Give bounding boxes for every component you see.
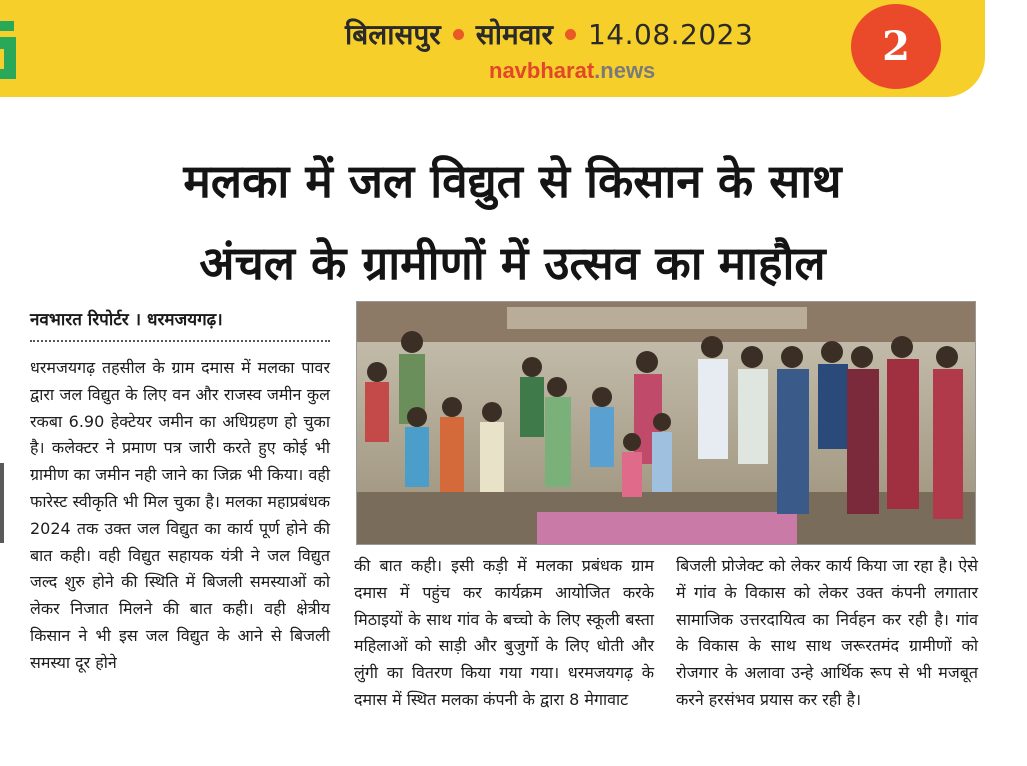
- byline-divider: [30, 340, 330, 342]
- article-column-2: [354, 553, 654, 714]
- headline-line-2: अंचल के ग्रामीणों में उत्सव का माहौल: [199, 236, 826, 290]
- newspaper-logo-icon: [0, 15, 18, 87]
- headline-line-1: मलका में जल विद्युत से किसान के साथ: [183, 154, 842, 208]
- separator-dot-icon: [453, 29, 464, 40]
- city-name: बिलासपुर: [345, 18, 441, 51]
- page-edge-strip: [0, 463, 4, 543]
- article-column-1: [30, 355, 330, 677]
- article-paragraph: बिजली प्रोजेक्ट को लेकर कार्य किया जा रहा है। ऐसे में गांव के विकास को लेकर उक्त कंपनी लगातार सामाजिक उत्तरदायित्व का निर्वहन कर रही है। गांव के विकास के साथ साथ जरूरतमंद ग्रामीणों को रोजगार के अलावा उन्हे आर्थिक रूप से भी मजबूत करने हरसंभव प्रयास कर रही है।: [676, 556, 978, 709]
- news-photo: [356, 301, 976, 545]
- byline: नवभारत रिपोर्टर । धरमजयगढ़।: [30, 310, 223, 330]
- website-suffix: .news: [594, 58, 656, 83]
- dateline: [345, 14, 753, 54]
- article-paragraph: की बात कही। इसी कड़ी में मलका प्रबंधक ग्राम दमास में पहुंच कर कार्यक्रम आयोजित करके मिठाइयों के साथ गांव के बच्चो के लिए स्कूली बस्ता महिलाओं को साड़ी और बुजुर्गो के लिए धोती और लुंगी का वितरण किया गया गया। धरमजयगढ़ के दमास में स्थित मलका कंपनी के द्वारा 8 मेगावाट: [354, 556, 654, 709]
- separator-dot-icon: [565, 29, 576, 40]
- issue-date: 14.08.2023: [587, 17, 754, 51]
- day-name: सोमवार: [475, 18, 553, 51]
- website-url[interactable]: [489, 58, 655, 84]
- headline: [40, 140, 985, 304]
- article-paragraph: धरमजयगढ़ तहसील के ग्राम दमास में मलका पावर द्वारा जल विद्युत के लिए वन और राजस्व जमीन कुल रकबा 6.90 हेक्टेयर जमीन का अधिग्रहण हो चुका है। कलेक्टर ने प्रमाण पत्र जारी करते हुए कोई भी ग्रामीण का जमीन नही जाने का जिक्र भी किया। वही फारेस्ट स्वीकृति भी मिल चुका है। मलका महाप्रबंधक 2024 तक उक्त जल विद्युत का कार्य पूर्ण होने की बात कही। वही विद्युत सहायक यंत्री ने जल विद्युत जल्द शुरु होने की स्थिति में बिजली समस्याओं को लेकर निजात मिलने की बात कही। वही क्षेत्रीय किसान ने भी इस जल विद्युत के आने से बिजली समस्या दूर होने: [30, 358, 330, 672]
- page-number-badge: 2: [851, 4, 941, 89]
- article-column-3: [676, 553, 978, 714]
- website-name: navbharat: [489, 58, 595, 83]
- masthead-band: [0, 0, 985, 97]
